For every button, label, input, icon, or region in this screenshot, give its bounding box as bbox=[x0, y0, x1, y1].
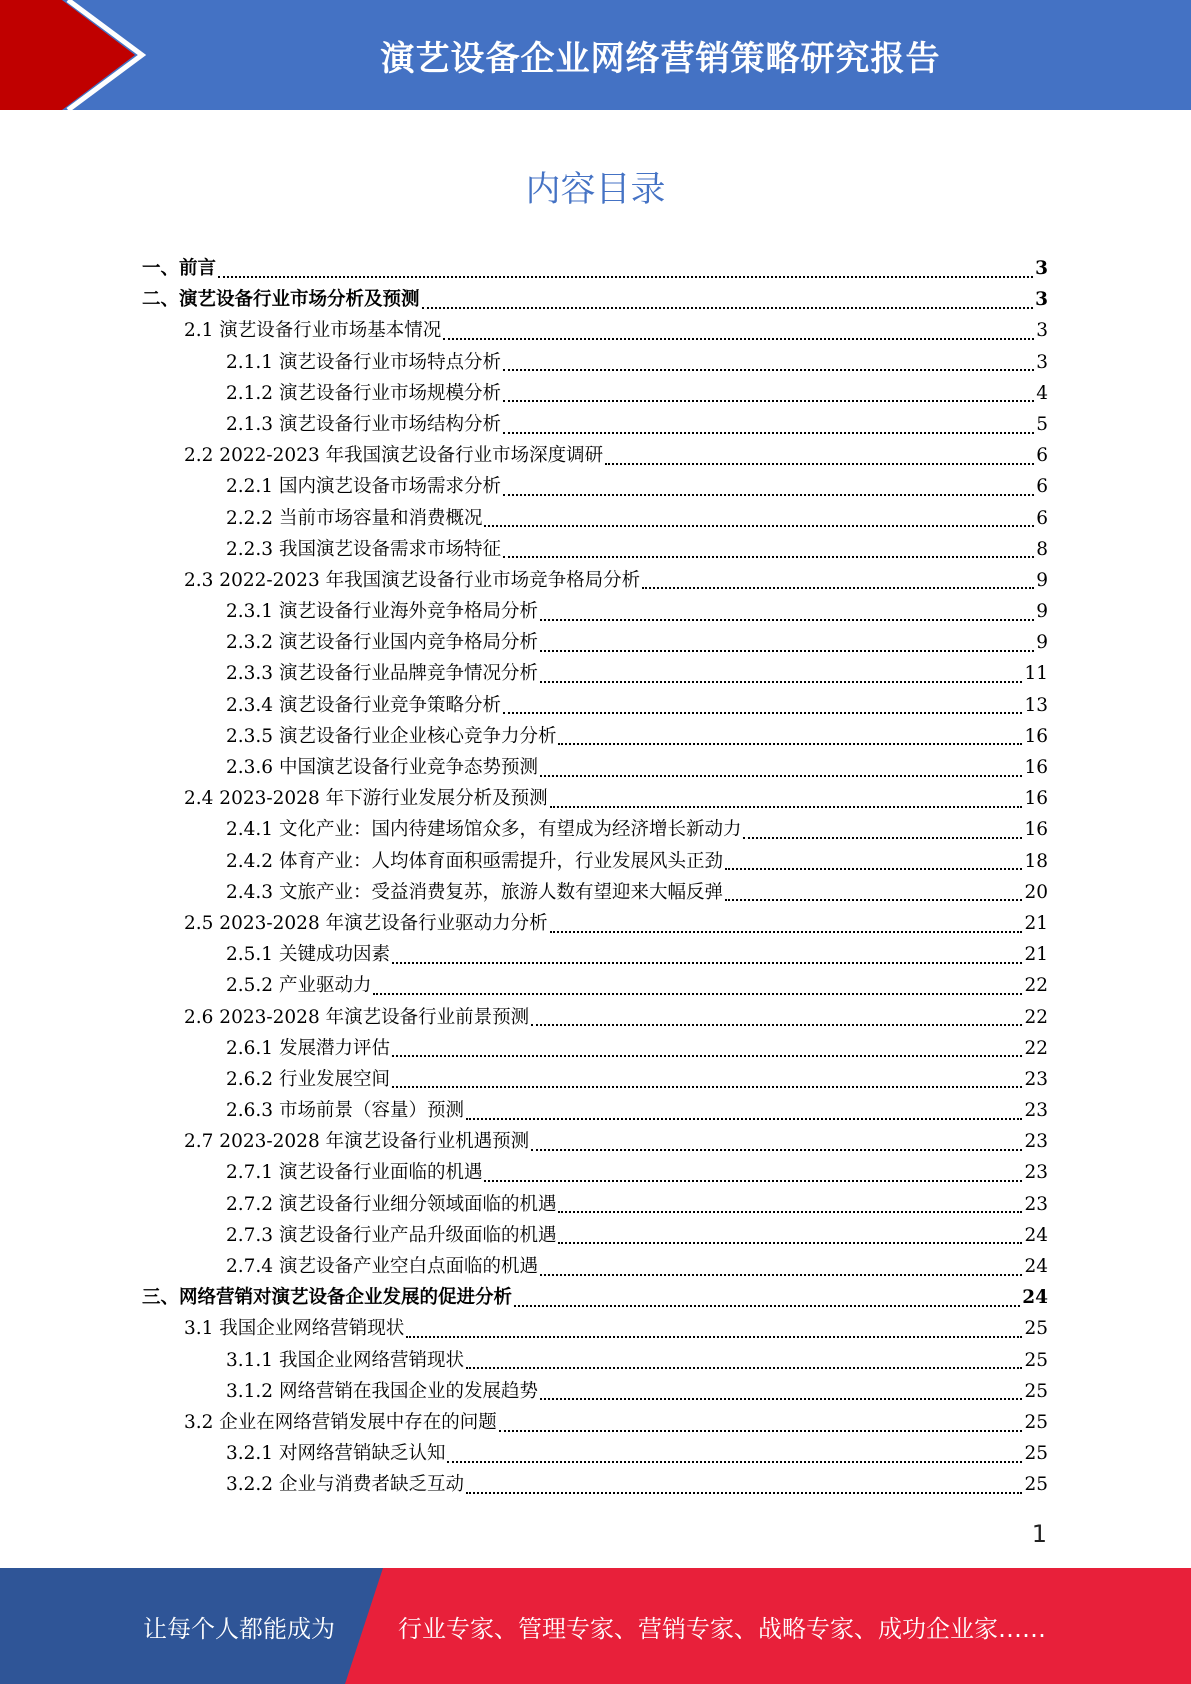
toc-dot-leader bbox=[503, 400, 1034, 402]
toc-dot-leader bbox=[540, 650, 1034, 652]
toc-entry[interactable] bbox=[142, 1126, 1048, 1157]
toc-entry-page: 3 bbox=[1036, 320, 1048, 342]
toc-entry-label: 2.4.1 文化产业：国内待建场馆众多，有望成为经济增长新动力 bbox=[226, 819, 742, 841]
toc-entry[interactable] bbox=[142, 1002, 1048, 1033]
toc-entry-page: 25 bbox=[1024, 1380, 1048, 1402]
toc-dot-leader bbox=[550, 931, 1023, 933]
toc-entry[interactable] bbox=[142, 409, 1048, 440]
toc-entry[interactable] bbox=[142, 1251, 1048, 1282]
toc-dot-leader bbox=[392, 1086, 1022, 1088]
footer-slogan-left: 让每个人都能成为 bbox=[143, 1614, 335, 1643]
toc-dot-leader bbox=[503, 712, 1022, 714]
toc-dot-leader bbox=[725, 899, 1022, 901]
toc-dot-leader bbox=[503, 369, 1034, 371]
table-of-contents bbox=[142, 253, 1048, 1501]
toc-entry-label: 2.3.1 演艺设备行业海外竞争格局分析 bbox=[226, 601, 538, 623]
toc-entry-page: 3 bbox=[1035, 289, 1048, 311]
toc-entry-label: 2.3.3 演艺设备行业品牌竞争情况分析 bbox=[226, 663, 538, 685]
toc-entry-label: 2.4 2023-2028 年下游行业发展分析及预测 bbox=[184, 788, 548, 810]
toc-entry[interactable] bbox=[142, 1157, 1048, 1188]
toc-entry-label: 2.7.2 演艺设备行业细分领域面临的机遇 bbox=[226, 1193, 557, 1215]
toc-dot-leader bbox=[503, 494, 1034, 496]
toc-entry[interactable] bbox=[142, 627, 1048, 658]
toc-dot-leader bbox=[540, 681, 1022, 683]
toc-entry[interactable] bbox=[142, 814, 1048, 845]
toc-entry[interactable] bbox=[142, 596, 1048, 627]
toc-entry-page: 25 bbox=[1024, 1411, 1048, 1433]
toc-entry[interactable] bbox=[142, 1345, 1048, 1376]
toc-entry-label: 2.6.2 行业发展空间 bbox=[226, 1068, 390, 1090]
toc-entry[interactable] bbox=[142, 1220, 1048, 1251]
toc-entry[interactable] bbox=[142, 877, 1048, 908]
toc-dot-leader bbox=[503, 556, 1034, 558]
footer-slogan-right: 行业专家、管理专家、营销专家、战略专家、成功企业家…… bbox=[398, 1614, 1046, 1643]
toc-entry-page: 25 bbox=[1024, 1318, 1048, 1340]
toc-entry[interactable] bbox=[142, 378, 1048, 409]
toc-entry-label: 2.3.5 演艺设备行业企业核心竞争力分析 bbox=[226, 725, 557, 747]
toc-entry[interactable] bbox=[142, 1438, 1048, 1469]
toc-entry[interactable] bbox=[142, 284, 1048, 315]
toc-dot-leader bbox=[447, 1461, 1022, 1463]
toc-entry-page: 25 bbox=[1024, 1349, 1048, 1371]
toc-entry[interactable] bbox=[142, 503, 1048, 534]
toc-dot-leader bbox=[743, 837, 1022, 839]
toc-entry-page: 21 bbox=[1024, 944, 1048, 966]
toc-entry-page: 24 bbox=[1024, 1224, 1048, 1246]
toc-entry[interactable] bbox=[142, 908, 1048, 939]
toc-entry[interactable] bbox=[142, 690, 1048, 721]
toc-entry-label: 3.1 我国企业网络营销现状 bbox=[184, 1318, 405, 1340]
toc-entry-page: 22 bbox=[1024, 1006, 1048, 1028]
toc-entry[interactable] bbox=[142, 1033, 1048, 1064]
toc-entry[interactable] bbox=[142, 1313, 1048, 1344]
toc-entry-page: 16 bbox=[1024, 725, 1048, 747]
toc-dot-leader bbox=[484, 1180, 1022, 1182]
toc-entry-page: 5 bbox=[1036, 413, 1048, 435]
toc-entry[interactable] bbox=[142, 253, 1048, 284]
toc-entry-label: 2.7.3 演艺设备行业产品升级面临的机遇 bbox=[226, 1224, 557, 1246]
toc-entry[interactable] bbox=[142, 752, 1048, 783]
toc-dot-leader bbox=[218, 276, 1033, 278]
toc-dot-leader bbox=[540, 775, 1022, 777]
toc-dot-leader bbox=[725, 868, 1022, 870]
toc-entry-page: 23 bbox=[1024, 1100, 1048, 1122]
toc-dot-leader bbox=[392, 1055, 1022, 1057]
toc-entry-label: 2.1.3 演艺设备行业市场结构分析 bbox=[226, 413, 501, 435]
toc-entry-label: 2.3.6 中国演艺设备行业竞争态势预测 bbox=[226, 757, 538, 778]
toc-dot-leader bbox=[499, 1430, 1023, 1432]
toc-entry-label: 2.1.2 演艺设备行业市场规模分析 bbox=[226, 382, 501, 404]
toc-entry-label: 3.2 企业在网络营销发展中存在的问题 bbox=[184, 1411, 497, 1433]
toc-entry-label: 3.2.1 对网络营销缺乏认知 bbox=[226, 1443, 446, 1465]
header-banner bbox=[0, 0, 1191, 110]
toc-dot-leader bbox=[373, 993, 1022, 995]
toc-entry-label: 2.4.3 文旅产业：受益消费复苏，旅游人数有望迎来大幅反弹 bbox=[226, 881, 723, 903]
toc-entry[interactable] bbox=[142, 1095, 1048, 1126]
toc-entry-page: 13 bbox=[1024, 694, 1048, 716]
toc-entry-page: 11 bbox=[1024, 663, 1048, 685]
page-number: 1 bbox=[1031, 1520, 1047, 1548]
toc-entry-label: 2.2.1 国内演艺设备市场需求分析 bbox=[226, 476, 501, 498]
toc-entry[interactable] bbox=[142, 721, 1048, 752]
toc-entry-label: 2.7.1 演艺设备行业面临的机遇 bbox=[226, 1162, 483, 1184]
toc-entry-label: 2.3.2 演艺设备行业国内竞争格局分析 bbox=[226, 632, 538, 654]
toc-entry[interactable] bbox=[142, 347, 1048, 378]
toc-entry-page: 24 bbox=[1024, 1256, 1048, 1277]
toc-entry-label: 2.1.1 演艺设备行业市场特点分析 bbox=[226, 351, 501, 373]
toc-dot-leader bbox=[558, 1242, 1022, 1244]
toc-entry-page: 16 bbox=[1024, 757, 1048, 778]
toc-entry-page: 6 bbox=[1036, 476, 1048, 498]
toc-dot-leader bbox=[540, 1398, 1022, 1400]
toc-entry-label: 2.7.4 演艺设备产业空白点面临的机遇 bbox=[226, 1256, 538, 1277]
toc-entry-page: 4 bbox=[1036, 382, 1048, 404]
toc-entry-page: 16 bbox=[1024, 788, 1048, 810]
toc-entry[interactable] bbox=[142, 1376, 1048, 1407]
toc-entry[interactable] bbox=[142, 939, 1048, 970]
toc-entry[interactable] bbox=[142, 658, 1048, 689]
report-title: 演艺设备企业网络营销策略研究报告 bbox=[380, 38, 941, 79]
toc-entry-page: 23 bbox=[1024, 1131, 1048, 1153]
toc-entry-label: 2.2 2022-2023 年我国演艺设备行业市场深度调研 bbox=[184, 445, 604, 467]
toc-dot-leader bbox=[514, 1305, 1020, 1307]
toc-entry-label: 2.2.2 当前市场容量和消费概况 bbox=[226, 507, 483, 529]
toc-entry-page: 23 bbox=[1024, 1193, 1048, 1215]
toc-entry-label: 3.1.1 我国企业网络营销现状 bbox=[226, 1349, 464, 1371]
toc-dot-leader bbox=[540, 1274, 1022, 1276]
toc-entry[interactable] bbox=[142, 534, 1048, 565]
toc-entry-page: 9 bbox=[1036, 632, 1048, 654]
toc-entry-label: 2.6.1 发展潜力评估 bbox=[226, 1037, 390, 1059]
toc-entry-label: 3.2.2 企业与消费者缺乏互动 bbox=[226, 1474, 464, 1496]
toc-entry-label: 2.3.4 演艺设备行业竞争策略分析 bbox=[226, 694, 501, 716]
toc-entry-page: 18 bbox=[1024, 850, 1048, 872]
toc-entry[interactable] bbox=[142, 1282, 1048, 1313]
toc-entry-label: 2.1 演艺设备行业市场基本情况 bbox=[184, 320, 442, 342]
toc-dot-leader bbox=[422, 307, 1034, 309]
toc-entry-page: 21 bbox=[1024, 912, 1048, 934]
toc-entry[interactable] bbox=[142, 471, 1048, 502]
toc-entry-label: 2.2.3 我国演艺设备需求市场特征 bbox=[226, 538, 501, 560]
toc-entry-page: 3 bbox=[1035, 258, 1048, 279]
toc-heading: 内容目录 bbox=[525, 170, 666, 210]
header-chevron-decoration bbox=[0, 0, 160, 110]
toc-dot-leader bbox=[642, 587, 1034, 589]
toc-dot-leader bbox=[392, 962, 1022, 964]
toc-entry[interactable] bbox=[142, 565, 1048, 596]
toc-entry-page: 16 bbox=[1024, 819, 1048, 841]
toc-entry-page: 6 bbox=[1036, 445, 1048, 467]
toc-entry-page: 8 bbox=[1036, 538, 1048, 560]
toc-dot-leader bbox=[558, 743, 1022, 745]
toc-dot-leader bbox=[466, 1118, 1022, 1120]
toc-entry[interactable] bbox=[142, 970, 1048, 1001]
toc-entry-label: 3.1.2 网络营销在我国企业的发展趋势 bbox=[226, 1380, 538, 1402]
toc-entry-page: 22 bbox=[1024, 975, 1048, 997]
toc-entry-page: 6 bbox=[1036, 507, 1048, 529]
toc-entry-page: 25 bbox=[1024, 1443, 1048, 1465]
toc-entry-page: 23 bbox=[1024, 1162, 1048, 1184]
toc-entry-label: 二、演艺设备行业市场分析及预测 bbox=[142, 289, 420, 311]
toc-dot-leader bbox=[466, 1367, 1022, 1369]
toc-entry[interactable] bbox=[142, 1469, 1048, 1500]
toc-dot-leader bbox=[466, 1492, 1022, 1494]
toc-entry-label: 2.7 2023-2028 年演艺设备行业机遇预测 bbox=[184, 1131, 530, 1153]
toc-entry-label: 三、网络营销对演艺设备企业发展的促进分析 bbox=[142, 1287, 513, 1309]
toc-dot-leader bbox=[605, 463, 1034, 465]
toc-dot-leader bbox=[443, 338, 1034, 340]
toc-entry-page: 24 bbox=[1022, 1287, 1048, 1309]
toc-entry-page: 25 bbox=[1024, 1474, 1048, 1496]
toc-entry[interactable] bbox=[142, 315, 1048, 346]
toc-entry[interactable] bbox=[142, 783, 1048, 814]
toc-dot-leader bbox=[558, 1211, 1022, 1213]
toc-entry-page: 20 bbox=[1024, 881, 1048, 903]
toc-entry-label: 2.5.2 产业驱动力 bbox=[226, 975, 372, 997]
toc-entry-page: 22 bbox=[1024, 1037, 1048, 1059]
toc-entry[interactable] bbox=[142, 440, 1048, 471]
toc-entry-label: 2.3 2022-2023 年我国演艺设备行业市场竞争格局分析 bbox=[184, 569, 641, 591]
toc-dot-leader bbox=[531, 1024, 1022, 1026]
toc-entry-label: 一、前言 bbox=[142, 258, 217, 279]
toc-entry-label: 2.6.3 市场前景（容量）预测 bbox=[226, 1100, 464, 1122]
toc-dot-leader bbox=[531, 1149, 1022, 1151]
toc-dot-leader bbox=[540, 619, 1034, 621]
toc-dot-leader bbox=[484, 525, 1034, 527]
toc-entry[interactable] bbox=[142, 1189, 1048, 1220]
toc-entry-page: 9 bbox=[1036, 601, 1048, 623]
toc-entry-label: 2.5 2023-2028 年演艺设备行业驱动力分析 bbox=[184, 912, 548, 934]
toc-entry[interactable] bbox=[142, 846, 1048, 877]
toc-entry-page: 3 bbox=[1036, 351, 1048, 373]
toc-entry-label: 2.5.1 关键成功因素 bbox=[226, 944, 390, 966]
toc-entry-page: 23 bbox=[1024, 1068, 1048, 1090]
toc-entry-page: 9 bbox=[1036, 569, 1048, 591]
toc-dot-leader bbox=[503, 432, 1034, 434]
toc-entry[interactable] bbox=[142, 1064, 1048, 1095]
toc-dot-leader bbox=[406, 1336, 1022, 1338]
toc-entry-label: 2.6 2023-2028 年演艺设备行业前景预测 bbox=[184, 1006, 530, 1028]
toc-dot-leader bbox=[550, 806, 1023, 808]
toc-entry[interactable] bbox=[142, 1407, 1048, 1438]
toc-entry-label: 2.4.2 体育产业：人均体育面积亟需提升，行业发展风头正劲 bbox=[226, 850, 723, 872]
